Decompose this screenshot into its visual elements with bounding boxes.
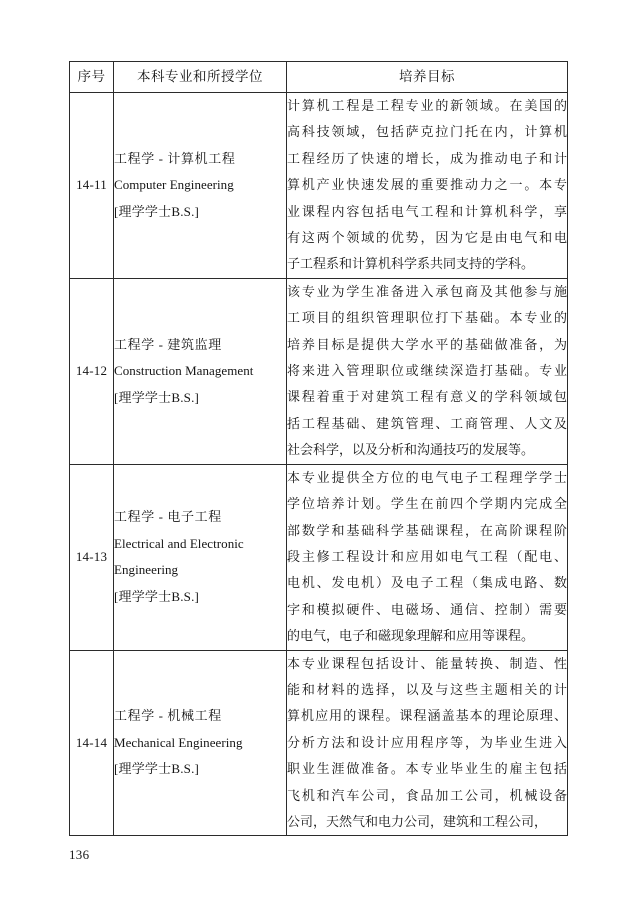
goal-line: 业课程内容包括电气工程和计算机科学，享 bbox=[287, 203, 567, 219]
table-row bbox=[70, 278, 568, 464]
goal-line: 算机应用的课程。课程涵盖基本的理论原理、 bbox=[287, 708, 567, 724]
table-row bbox=[70, 93, 568, 279]
major-name-english: Mechanical Engineering bbox=[114, 734, 243, 750]
goal-line: 算机产业快速发展的重要推动力之一。本专 bbox=[287, 177, 567, 193]
major-block bbox=[114, 146, 286, 226]
table-header-row bbox=[70, 62, 568, 93]
goal-line: 能和材料的选择，以及与这些主题相关的计 bbox=[287, 681, 567, 697]
goal-line: 段主修工程设计和应用如电气工程（配电、 bbox=[287, 548, 567, 564]
row-number: 14-11 bbox=[70, 93, 114, 279]
goal-line: 子工程系和计算机科学系共同支持的学科。 bbox=[287, 256, 535, 272]
major-block bbox=[114, 332, 286, 412]
goal-line: 将来进入管理职位或继续深造打基础。专业 bbox=[287, 363, 567, 379]
degree-label: [理学学士B.S.] bbox=[114, 203, 200, 219]
goal-line: 计算机工程是工程专业的新领域。在美国的 bbox=[287, 98, 567, 113]
table-row bbox=[70, 464, 568, 650]
majors-table bbox=[69, 61, 568, 836]
goal-line: 有这两个领域的优势，因为它是由电气和电 bbox=[287, 230, 567, 246]
major-name-english: Electrical and Electronic bbox=[114, 535, 244, 551]
major-block bbox=[114, 504, 286, 610]
goal-line: 该专业为学生准备进入承包商及其他参与施 bbox=[287, 283, 567, 299]
row-major bbox=[114, 464, 287, 650]
degree-label: [理学学士B.S.] bbox=[114, 389, 200, 405]
row-number: 14-12 bbox=[70, 278, 114, 464]
goal-line: 学位培养计划。学生在前四个学期内完成全 bbox=[287, 496, 567, 512]
goal-line: 高科技领域，包括萨克拉门托在内，计算机 bbox=[287, 124, 567, 140]
header-label-number: 序号 bbox=[77, 69, 106, 84]
row-number: 14-13 bbox=[70, 464, 114, 650]
goal-line: 职业生涯做准备。本专业毕业生的雇主包括 bbox=[287, 761, 567, 777]
goal-line: 社会科学，以及分析和沟通技巧的发展等。 bbox=[287, 442, 535, 458]
major-name-english-cont: Engineering bbox=[114, 562, 179, 578]
row-goal bbox=[287, 464, 568, 650]
goal-line: 公司，天然气和电力公司，建筑和工程公司， bbox=[287, 813, 548, 829]
row-major bbox=[114, 93, 287, 279]
goal-line: 课程着重于对建筑工程有意义的学科领域包 bbox=[287, 389, 567, 405]
row-major bbox=[114, 278, 287, 464]
major-name-chinese: 工程学 - 建筑监理 bbox=[114, 336, 222, 352]
row-number: 14-14 bbox=[70, 650, 114, 836]
goal-line: 分析方法和设计应用程序等，为毕业生进入 bbox=[287, 734, 567, 750]
goal-line: 飞机和汽车公司，食品加工公司，机械设备 bbox=[287, 787, 567, 803]
major-name-english: Computer Engineering bbox=[114, 177, 234, 193]
header-cell-number bbox=[70, 62, 114, 93]
goal-line: 本专业提供全方位的电气电子工程理学学士 bbox=[287, 469, 567, 485]
major-name-english: Construction Management bbox=[114, 363, 254, 379]
row-goal bbox=[287, 650, 568, 836]
major-name-chinese: 工程学 - 计算机工程 bbox=[114, 150, 236, 166]
major-block bbox=[114, 703, 286, 783]
table-body bbox=[70, 93, 568, 836]
goal-line: 部数学和基础科学基础课程，在高阶课程阶 bbox=[287, 522, 567, 538]
row-goal bbox=[287, 278, 568, 464]
goal-line: 电机、发电机）及电子工程（集成电路、数 bbox=[287, 575, 567, 591]
goal-line: 的电气，电子和磁现象理解和应用等课程。 bbox=[287, 628, 535, 644]
row-major bbox=[114, 650, 287, 836]
goal-line: 工程经历了快速的增长，成为推动电子和计 bbox=[287, 150, 567, 166]
header-cell-goal bbox=[287, 62, 568, 93]
major-name-chinese: 工程学 - 机械工程 bbox=[114, 708, 222, 724]
header-label-goal: 培养目标 bbox=[399, 69, 455, 84]
major-name-chinese: 工程学 - 电子工程 bbox=[114, 509, 222, 525]
goal-line: 本专业课程包括设计、能量转换、制造、性 bbox=[287, 655, 567, 671]
header-cell-major bbox=[114, 62, 287, 93]
page-number: 136 bbox=[69, 847, 90, 862]
header-label-major: 本科专业和所授学位 bbox=[137, 69, 263, 84]
goal-line: 培养目标是提供大学水平的基础做准备，为 bbox=[287, 336, 567, 352]
table-row bbox=[70, 650, 568, 836]
goal-line: 括工程基础、建筑管理、工商管理、人文及 bbox=[287, 415, 567, 431]
goal-line: 字和模拟硬件、电磁场、通信、控制）需要 bbox=[287, 601, 567, 617]
degree-label: [理学学士B.S.] bbox=[114, 761, 200, 777]
degree-label: [理学学士B.S.] bbox=[114, 588, 200, 604]
goal-line: 工项目的组织管理职位打下基础。本专业的 bbox=[287, 310, 567, 326]
row-goal bbox=[287, 93, 568, 279]
